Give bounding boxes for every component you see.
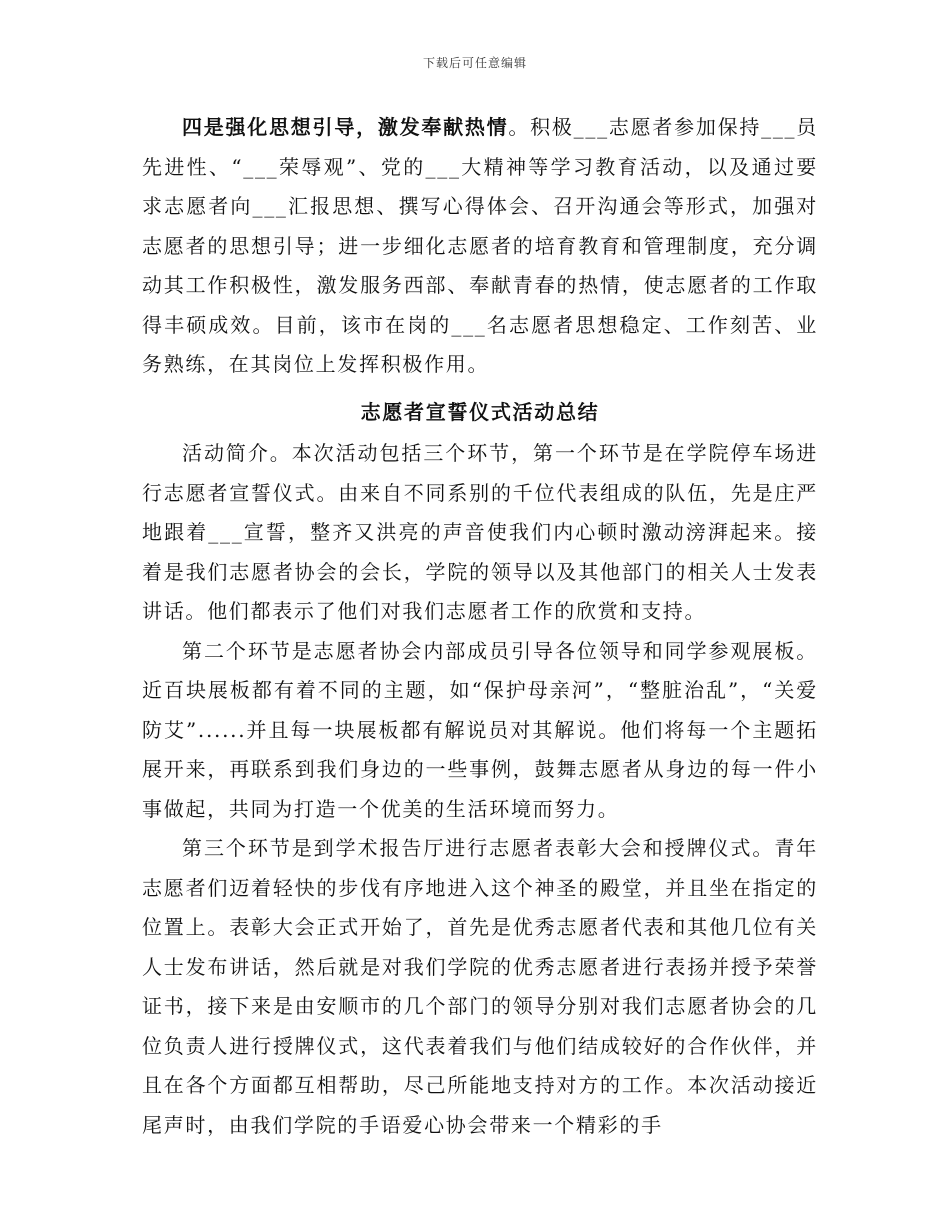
page-header-note: 下载后可任意编辑 bbox=[422, 56, 527, 70]
section-paragraph-2: 第二个环节是志愿者协会内部成员引导各位领导和同学参观展板。近百块展板都有着不同的主题，如“保护母亲河”，“整脏治乱”，“关爱防艾”......并且每一块展板都有解说员对其解说。他们将每一个主题拓展开来，再联系到我们身边的一些事例，鼓舞志愿者从身边的每一件小事做起，共同为打造一个优美的生活环境而努力。 bbox=[142, 638, 818, 821]
document-body bbox=[142, 108, 818, 1145]
intro-paragraph bbox=[142, 108, 818, 385]
intro-lead-heading: 四是强化思想引导，激发奉献热情 bbox=[182, 115, 509, 139]
section-paragraph-1: 活动简介。本次活动包括三个环节，第一个环节是在学院停车场进行志愿者宣誓仪式。由来自不同系别的千位代表组成的队伍，先是庄严地跟着___宣誓，整齐又洪亮的声音使我们内心顿时激动滂湃起来。接着是我们志愿者协会的会长，学院的领导以及其他部门的相关人士发表讲话。他们都表示了他们对我们志愿者工作的欣赏和支持。 bbox=[142, 441, 818, 623]
section-paragraph-3: 第三个环节是到学术报告厅进行志愿者表彰大会和授牌仪式。青年志愿者们迈着轻快的步伐有序地进入这个神圣的殿堂，并且坐在指定的位置上。表彰大会正式开始了，首先是优秀志愿者代表和其他几位有关人士发布讲话，然后就是对我们学院的优秀志愿者进行表扬并授予荣誉证书，接下来是由安顺市的几个部门的领导分别对我们志愿者协会的几位负责人进行授牌仪式，这代表着我们与他们结成较好的合作伙伴，并且在各个方面都互相帮助，尽己所能地支持对方的工作。本次活动接近尾声时，由我们学院的手语爱心协会带来一个精彩的手 bbox=[142, 836, 818, 1137]
intro-body-text: 。积极___志愿者参加保持___员先进性、“___荣辱观”、党的___大精神等学习教育活动，以及通过要求志愿者向___汇报思想、撰写心得体会、召开沟通会等形式，加强对志愿者的思想引导；进一步细化志愿者的培育教育和管理制度，充分调动其工作积极性，激发服务西部、奉献青春的热情，使志愿者的工作取得丰硕成效。目前，该市在岗的___名志愿者思想稳定、工作刻苦、业务熟练，在其岗位上发挥积极作用。 bbox=[142, 115, 818, 376]
section-title: 志愿者宣誓仪式活动总结 bbox=[360, 399, 600, 424]
